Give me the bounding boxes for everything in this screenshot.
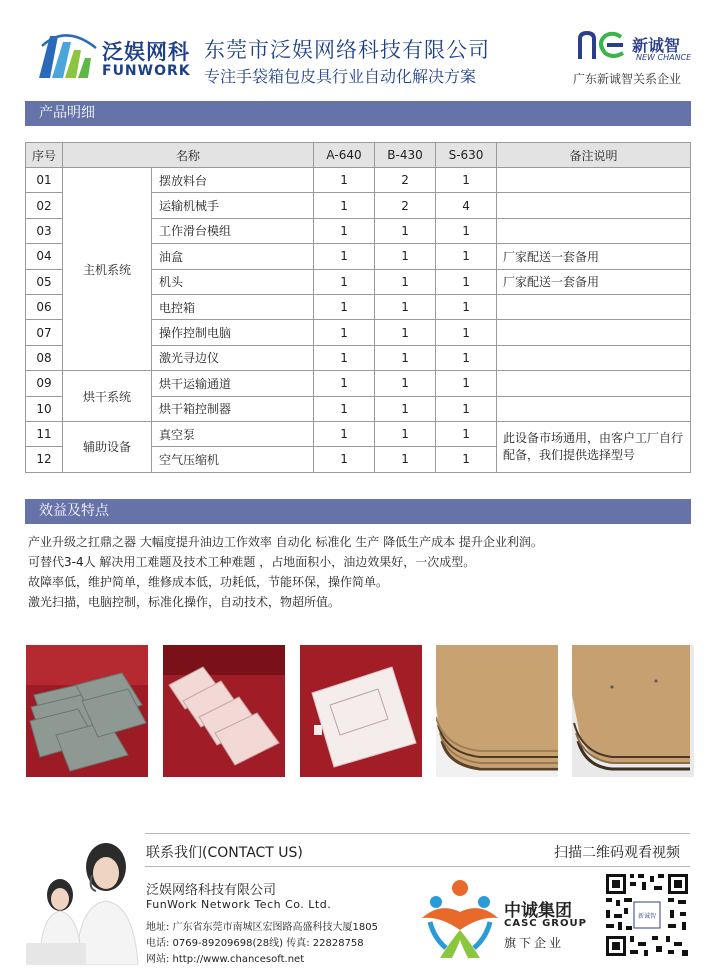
row-qty-s630: 1 bbox=[436, 421, 497, 446]
row-note bbox=[497, 371, 691, 396]
company-title: 东莞市泛娱网络科技有限公司 bbox=[204, 38, 490, 62]
row-item-name: 电控箱 bbox=[152, 294, 314, 319]
row-qty-b430: 2 bbox=[375, 193, 436, 218]
row-item-name: 操作控制电脑 bbox=[152, 320, 314, 345]
footer-phone: 电话: 0769-89209698(28线) 传真: 22828758 bbox=[146, 938, 364, 949]
row-index: 07 bbox=[26, 320, 63, 345]
section-bar-benefits: 效益及特点 bbox=[25, 499, 691, 524]
company-slogan: 专注手袋箱包皮具行业自动化解决方案 bbox=[204, 67, 477, 86]
footer-address: 地址: 广东省东莞市南城区宏图路高盛科技大厦1805 bbox=[146, 922, 378, 933]
row-note-auxiliary: 此设备市场通用，由客户工厂自行配备，我们提供选择型号 bbox=[497, 421, 691, 472]
row-item-name: 烘干运输通道 bbox=[152, 371, 314, 396]
row-qty-a640: 1 bbox=[314, 244, 375, 269]
header-remarks: 备注说明 bbox=[497, 143, 691, 168]
partner-brand-en: NEW CHANCE bbox=[636, 53, 692, 62]
table-header-row bbox=[26, 143, 691, 168]
header-index: 序号 bbox=[26, 143, 63, 168]
row-qty-s630: 1 bbox=[436, 345, 497, 370]
row-qty-b430: 2 bbox=[375, 168, 436, 193]
row-index: 12 bbox=[26, 447, 63, 472]
row-index: 09 bbox=[26, 371, 63, 396]
group-auxiliary-equipment: 辅助设备 bbox=[63, 421, 152, 472]
row-qty-b430: 1 bbox=[375, 345, 436, 370]
row-item-name: 烘干箱控制器 bbox=[152, 396, 314, 421]
row-item-name: 激光寻边仪 bbox=[152, 345, 314, 370]
logo-chinese-text: 泛娱网科 bbox=[102, 40, 190, 64]
row-qty-s630: 1 bbox=[436, 168, 497, 193]
table-row bbox=[26, 168, 691, 193]
footer-company-cn: 泛娱网络科技有限公司 bbox=[146, 883, 277, 898]
new-chance-logo-icon bbox=[577, 31, 627, 61]
row-note bbox=[497, 396, 691, 421]
partner-subtitle: 广东新诚智关系企业 bbox=[573, 72, 682, 86]
row-qty-a640: 1 bbox=[314, 269, 375, 294]
row-qty-a640: 1 bbox=[314, 218, 375, 243]
header-model-b430: B-430 bbox=[375, 143, 436, 168]
table-row bbox=[26, 421, 691, 446]
benefit-line: 激光扫描，电脑控制，标准化操作，自动技术，物超所值。 bbox=[28, 595, 341, 609]
section-bar-product-details: 产品明细 bbox=[25, 101, 691, 126]
row-qty-s630: 4 bbox=[436, 193, 497, 218]
group-host-system: 主机系统 bbox=[63, 168, 152, 371]
row-qty-s630: 1 bbox=[436, 294, 497, 319]
row-qty-a640: 1 bbox=[314, 345, 375, 370]
contact-title: 联系我们(CONTACT US) bbox=[146, 845, 303, 861]
row-qty-b430: 1 bbox=[375, 269, 436, 294]
qr-center-badge: 新诚智 bbox=[637, 913, 657, 920]
row-qty-s630: 1 bbox=[436, 396, 497, 421]
row-item-name: 油盒 bbox=[152, 244, 314, 269]
row-note bbox=[497, 168, 691, 193]
row-qty-s630: 1 bbox=[436, 244, 497, 269]
benefits-text bbox=[28, 532, 543, 612]
footer-divider-bottom bbox=[145, 866, 690, 867]
table-row bbox=[26, 371, 691, 396]
product-details-table bbox=[25, 142, 691, 473]
customer-service-illustration bbox=[26, 815, 144, 965]
qr-caption: 扫描二维码观看视频 bbox=[554, 845, 680, 861]
row-qty-s630: 1 bbox=[436, 269, 497, 294]
row-qty-s630: 1 bbox=[436, 218, 497, 243]
casc-group-logo-icon bbox=[420, 878, 500, 960]
row-qty-b430: 1 bbox=[375, 447, 436, 472]
row-qty-a640: 1 bbox=[314, 421, 375, 446]
row-note bbox=[497, 345, 691, 370]
benefit-line: 故障率低，维护简单，维修成本低，功耗低，节能环保，操作简单。 bbox=[28, 575, 389, 589]
row-item-name: 真空泵 bbox=[152, 421, 314, 446]
product-photo-white-sheets bbox=[163, 645, 285, 777]
group-name-cn: 中诚集团 bbox=[504, 901, 572, 921]
benefit-line: 可替代3-4人 解决用工难题及技术工种难题 ，占地面积小，油边效果好，一次成型。 bbox=[28, 555, 476, 569]
row-qty-s630: 1 bbox=[436, 447, 497, 472]
row-qty-s630: 1 bbox=[436, 320, 497, 345]
row-qty-b430: 1 bbox=[375, 371, 436, 396]
benefit-line: 产业升级之扛鼎之器 大幅度提升油边工作效率 自动化 标准化 生产 降低生产成本 提升企业利润。 bbox=[28, 535, 543, 549]
row-index: 01 bbox=[26, 168, 63, 193]
group-subtitle: 旗下企业 bbox=[504, 936, 565, 950]
row-qty-b430: 1 bbox=[375, 320, 436, 345]
row-qty-s630: 1 bbox=[436, 371, 497, 396]
row-qty-b430: 1 bbox=[375, 421, 436, 446]
row-qty-a640: 1 bbox=[314, 193, 375, 218]
product-photo-cardboard-stack-2 bbox=[572, 645, 694, 777]
header-model-a640: A-640 bbox=[314, 143, 375, 168]
row-note: 厂家配送一套备用 bbox=[497, 269, 691, 294]
footer-company-en: FunWork Network Tech Co. Ltd. bbox=[146, 898, 332, 911]
row-index: 11 bbox=[26, 421, 63, 446]
row-index: 10 bbox=[26, 396, 63, 421]
row-item-name: 运输机械手 bbox=[152, 193, 314, 218]
row-qty-b430: 1 bbox=[375, 218, 436, 243]
row-qty-b430: 1 bbox=[375, 396, 436, 421]
video-qr-code[interactable] bbox=[604, 872, 690, 958]
row-index: 04 bbox=[26, 244, 63, 269]
product-photo-cardboard-stack-1 bbox=[436, 645, 558, 777]
row-item-name: 机头 bbox=[152, 269, 314, 294]
partner-brand-cn: 新诚智 bbox=[632, 36, 681, 55]
row-note: 厂家配送一套备用 bbox=[497, 244, 691, 269]
row-note bbox=[497, 320, 691, 345]
group-drying-system: 烘干系统 bbox=[63, 371, 152, 422]
row-qty-a640: 1 bbox=[314, 396, 375, 421]
row-index: 05 bbox=[26, 269, 63, 294]
row-note bbox=[497, 294, 691, 319]
row-note bbox=[497, 193, 691, 218]
row-note bbox=[497, 218, 691, 243]
row-qty-a640: 1 bbox=[314, 294, 375, 319]
row-qty-b430: 1 bbox=[375, 244, 436, 269]
row-qty-a640: 1 bbox=[314, 371, 375, 396]
funwork-logo-icon bbox=[36, 28, 100, 80]
footer-website[interactable]: 网站: http://www.chancesoft.net bbox=[146, 954, 305, 965]
footer-divider-top bbox=[145, 833, 690, 834]
row-item-name: 空气压缩机 bbox=[152, 447, 314, 472]
group-name-en: CASC GROUP bbox=[504, 918, 587, 929]
row-qty-a640: 1 bbox=[314, 447, 375, 472]
row-index: 06 bbox=[26, 294, 63, 319]
row-item-name: 工作滑台模组 bbox=[152, 218, 314, 243]
product-photo-gray-panels bbox=[26, 645, 148, 777]
header-name: 名称 bbox=[63, 143, 314, 168]
row-item-name: 摆放料台 bbox=[152, 168, 314, 193]
row-index: 02 bbox=[26, 193, 63, 218]
row-qty-a640: 1 bbox=[314, 168, 375, 193]
logo-english-text: FUNWORK bbox=[102, 63, 191, 79]
header-model-s630: S-630 bbox=[436, 143, 497, 168]
row-qty-a640: 1 bbox=[314, 320, 375, 345]
product-photo-white-board bbox=[300, 645, 422, 777]
row-qty-b430: 1 bbox=[375, 294, 436, 319]
row-index: 08 bbox=[26, 345, 63, 370]
row-index: 03 bbox=[26, 218, 63, 243]
